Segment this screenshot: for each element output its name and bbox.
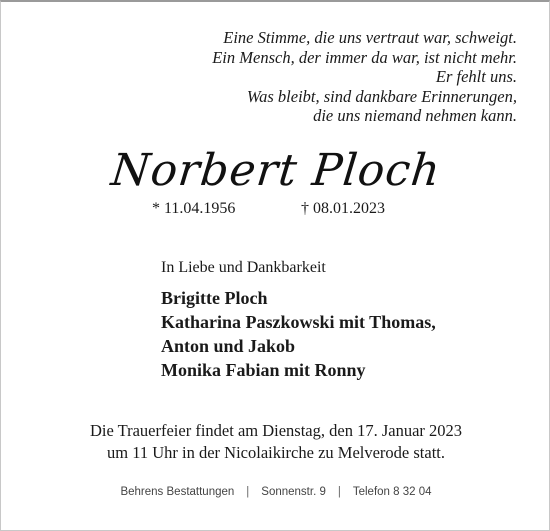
poem-line-5: die uns niemand nehmen kann. xyxy=(313,106,517,125)
footer-separator: | xyxy=(337,486,341,498)
poem-line-3: Er fehlt uns. xyxy=(435,67,517,86)
funeral-home-address: Sonnenstr. 9 xyxy=(261,486,326,498)
mourner-line-4: Monika Fabian mit Ronny xyxy=(161,360,366,380)
poem-line-1: Eine Stimme, die uns vertraut war, schweigt. xyxy=(223,28,517,47)
mourner-line-1: Brigitte Ploch xyxy=(161,288,268,308)
poem-line-2: Ein Mensch, der immer da war, ist nicht mehr. xyxy=(212,47,517,67)
mourner-line-2: Katharina Paszkowski mit Thomas, xyxy=(161,312,436,332)
death-date: † 08.01.2023 xyxy=(301,200,385,217)
mourner-line-3: Anton und Jakob xyxy=(161,336,296,356)
mourners-intro: In Liebe und Dankbarkeit xyxy=(161,259,326,276)
memorial-poem xyxy=(212,28,517,126)
service-line-2: um 11 Uhr in der Nicolaikirche zu Melverode statt. xyxy=(107,443,445,462)
mourners-list xyxy=(161,286,436,382)
funeral-home-footer xyxy=(1,486,550,498)
funeral-home-phone: Telefon 8 32 04 xyxy=(352,486,432,498)
service-notice xyxy=(1,420,550,464)
poem-line-4: Was bleibt, sind dankbare Erinnerungen, xyxy=(246,86,517,106)
service-line-1: Die Trauerfeier findet am Dienstag, den 17. Januar 2023 xyxy=(89,421,463,440)
birth-date: * 11.04.1956 xyxy=(152,200,236,217)
funeral-home-name: Behrens Bestattungen xyxy=(120,486,235,498)
footer-separator: | xyxy=(246,486,250,498)
deceased-name: Norbert Ploch xyxy=(108,145,444,196)
